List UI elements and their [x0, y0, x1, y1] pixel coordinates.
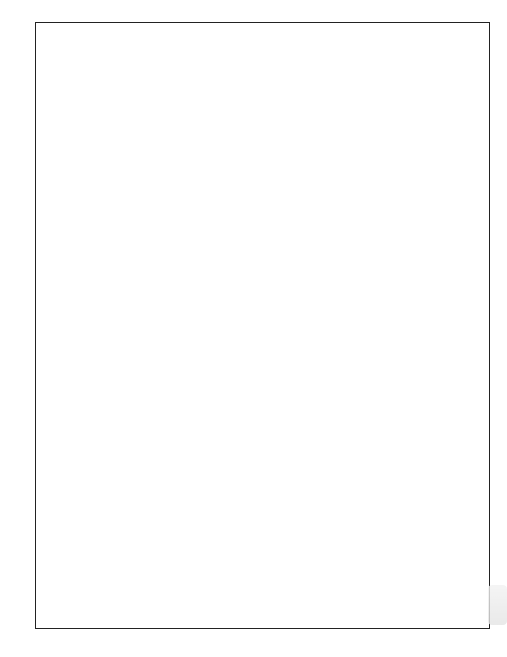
admission-score-table [35, 22, 490, 629]
scroll-thumb[interactable] [488, 585, 507, 625]
